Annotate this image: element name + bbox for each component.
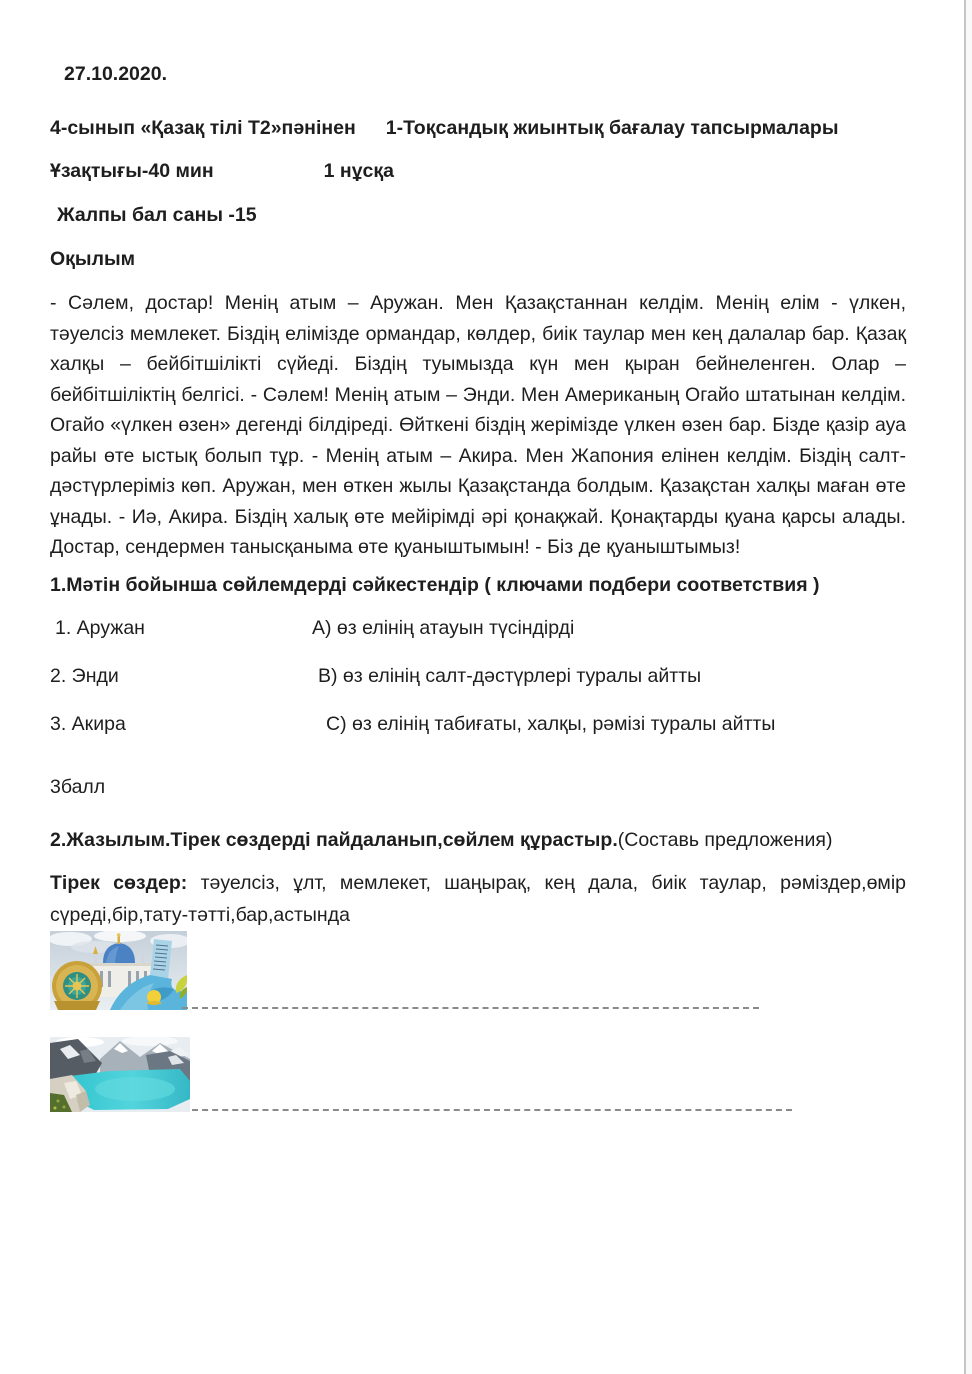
keywords-label: Тірек сөздер: — [50, 871, 188, 894]
keywords-line — [50, 867, 906, 931]
mountain-lake-image — [50, 1037, 190, 1112]
page-edge-line — [964, 0, 972, 1374]
match-left-1: 1. Аружан — [55, 616, 145, 639]
reading-section-title: Оқылым — [50, 248, 136, 270]
task2-heading-regular: (Составь предложения) — [617, 828, 833, 851]
worksheet-content — [50, 0, 906, 1112]
match-right-3: С) өз елінің табиғаты, халқы, рәмізі туралы айтты — [326, 712, 776, 735]
duration-line — [50, 160, 906, 182]
match-row-1 — [50, 613, 906, 644]
answer-block-1 — [50, 931, 906, 1010]
task2-heading-bold: 2.Жазылым.Тірек сөздерді пайдаланып,сөйлем құрастыр. — [50, 828, 618, 851]
answer-block-2 — [50, 1037, 906, 1112]
match-left-2: 2. Энди — [50, 664, 119, 687]
match-row-2 — [50, 661, 906, 692]
matching-table — [50, 613, 906, 740]
duration-label: Ұзақтығы-40 мин — [50, 160, 214, 182]
answer-line-1 — [182, 1007, 759, 1009]
keywords-text: тәуелсіз, ұлт, мемлекет, шаңырақ, кең дала, биік таулар, рәміздер,өмір сүреді,бір,тату-тәтті,бар,астында — [50, 871, 907, 926]
match-right-2: В) өз елінің салт-дәстүрлері туралы айтты — [318, 664, 702, 687]
match-right-1: А) өз елінің атауын түсіндірді — [312, 616, 575, 639]
variant-label: 1 нұсқа — [323, 160, 394, 182]
date-text: 27.10.2020. — [64, 63, 168, 85]
total-score: Жалпы бал саны -15 — [57, 204, 257, 226]
kazakhstan-symbols-image — [50, 931, 187, 1010]
page-title — [50, 112, 906, 144]
page-title-part1: 4-сынып «Қазақ тілі Т2»пәнінен — [50, 117, 356, 139]
task2-heading — [50, 824, 906, 857]
reading-text: - Сәлем, достар! Менің атым – Аружан. Мен Қазақстаннан келдім. Менің елім - үлкен, тәуелсіз мемлекет. Біздің елімізде ормандар, көлдер, биік таулар мен кең далалар бар. Қазақ халқы – бейбітшілікті сүйеді. Біздің туымызда күн мен қыран бейнеленген. Олар – бейбітшіліктің белгісі. - Сәлем! Менің атым – Энди. Мен Американың Огайо штатынан келдім. Огайо «үлкен өзен» дегенді білдіреді. Өйткені біздің жерімізде үлкен өзен бар. Бізде қазір ауа райы өте ыстық болып тұр. - Менің атым – Акира. Мен Жапония елінен келдім. Біздің салт-дәстүрлеріміз көп. Аружан, мен өткен жылы Қазақстанда болдым. Қазақстан халқы маған өте ұнады. - Иә, Акира. Біздің халық өте мейірімді әрі қонақжай. Қонақтарды қуана қарсы алады. Достар, сендермен танысқаныма өте қуаныштымын! - Біз де қуаныштымыз! — [50, 292, 906, 558]
answer-line-2 — [192, 1109, 792, 1111]
match-left-3: 3. Акира — [50, 712, 126, 735]
task1-score: 3балл — [50, 775, 106, 798]
match-row-3 — [50, 709, 906, 740]
task1-heading: 1.Мәтін бойынша сөйлемдерді сәйкестендір ( ключами подбери соответствия ) — [50, 573, 820, 596]
page-title-part2: 1-Тоқсандық жиынтық бағалау тапсырмалары — [385, 117, 839, 139]
